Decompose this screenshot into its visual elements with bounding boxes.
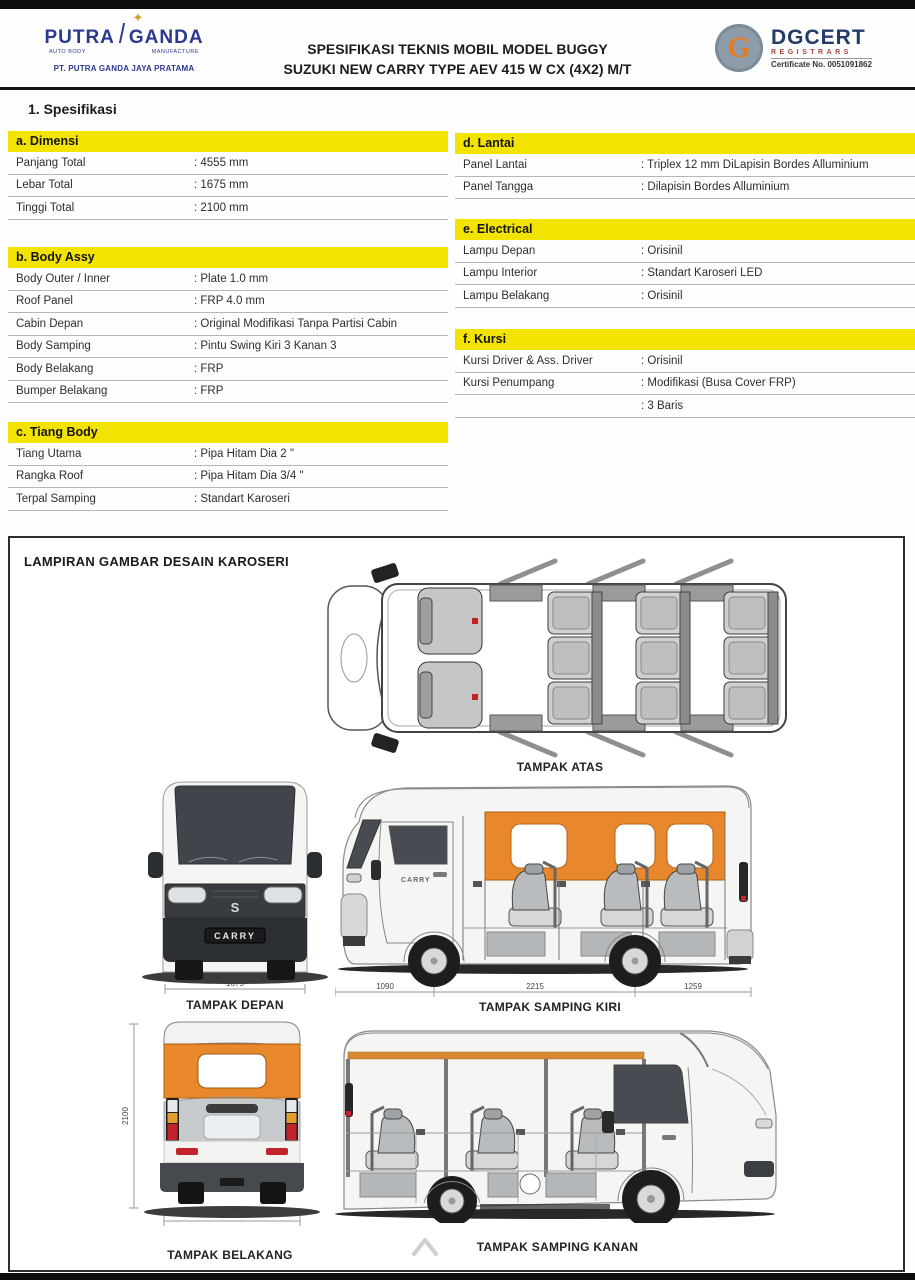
section-header: f. Kursi — [455, 329, 915, 350]
right-side-view-drawing — [330, 1023, 785, 1223]
top-view-drawing — [320, 558, 800, 758]
section-header: e. Electrical — [455, 219, 915, 240]
right-side-view-label: TAMPAK SAMPING KANAN — [476, 1240, 639, 1254]
table-row: Body Outer / Inner : Plate 1.0 mm — [8, 268, 448, 291]
top-view-label: TAMPAK ATAS — [516, 760, 604, 774]
dim-wheelbase: 2215 — [526, 982, 544, 991]
bottom-border-bar — [0, 1273, 915, 1280]
drawings-panel-title: LAMPIRAN GAMBAR DESAIN KAROSERI — [24, 554, 289, 569]
front-view-label: TAMPAK DEPAN — [186, 998, 284, 1012]
section-electrical — [455, 219, 915, 308]
company-name: PT. PUTRA GANDA JAYA PRATAMA — [53, 64, 195, 73]
table-row: Rangka Roof : Pipa Hitam Dia 3/4 " — [8, 466, 448, 489]
table-row: Tiang Utama : Pipa Hitam Dia 2 " — [8, 443, 448, 466]
dgcert-circle-icon: G — [715, 24, 763, 72]
dgcert-text: DGCERT REGISTRARS Certificate No. 0051091862 — [771, 26, 872, 69]
table-row: Lampu Depan : Orisinil — [455, 240, 915, 263]
table-row: Body Samping : Pintu Swing Kiri 3 Kanan 3 — [8, 336, 448, 359]
table-row: Tinggi Total : 2100 mm — [8, 197, 448, 220]
section-header: d. Lantai — [455, 133, 915, 154]
section-kursi — [455, 329, 915, 418]
table-row: Cabin Depan : Original Modifikasi Tanpa Partisi Cabin — [8, 313, 448, 336]
front-view-drawing — [135, 770, 335, 995]
table-row: Panjang Total : 4555 mm — [8, 152, 448, 175]
section-body-assy — [8, 247, 448, 403]
table-row: Lampu Belakang : Orisinil — [455, 285, 915, 308]
section-header: c. Tiang Body — [8, 422, 448, 443]
logo-name: PUTRA GANDA — [38, 23, 210, 48]
suzuki-logo: S — [230, 900, 240, 915]
section-dimensi — [8, 131, 448, 220]
table-row: Panel Tangga : Dilapisin Bordes Alluminium — [455, 177, 915, 200]
rear-width-dim: 1675 — [223, 1211, 241, 1220]
front-width-dim: 1675 — [226, 979, 244, 988]
table-row: Body Belakang : FRP — [8, 358, 448, 381]
drawings-panel — [8, 536, 905, 1272]
table-row: Lebar Total : 1675 mm — [8, 175, 448, 198]
table-row: Kursi Driver & Ass. Driver : Orisinil — [455, 350, 915, 373]
section-lantai — [455, 133, 915, 199]
top-border-bar — [0, 0, 915, 9]
table-row: Roof Panel : FRP 4.0 mm — [8, 291, 448, 314]
rear-view-label: TAMPAK BELAKANG — [167, 1248, 293, 1262]
left-side-view-label: TAMPAK SAMPING KIRI — [479, 1000, 621, 1014]
logo-subtitle: AUTO BODY MANUFACTURE — [49, 49, 199, 55]
rear-view-drawing — [120, 1016, 340, 1231]
section-header: a. Dimensi — [8, 131, 448, 152]
left-side-view-drawing — [335, 778, 765, 1006]
table-row: Lampu Interior : Standart Karoseri LED — [455, 263, 915, 286]
rear-height-dim: 2100 — [121, 1107, 130, 1125]
table-row: : 3 Baris — [455, 395, 915, 418]
dim-rear-overhang: 1259 — [684, 982, 702, 991]
chevron-up-icon[interactable] — [408, 1230, 442, 1264]
document-title: SPESIFIKASI TEKNIS MOBIL MODEL BUGGY SUZUKI NEW CARRY TYPE AEV 415 W CX (4X2) M/T — [283, 41, 632, 77]
dim-front-overhang: 1090 — [376, 982, 394, 991]
logo-divider — [119, 23, 125, 43]
section-tiang-body — [8, 422, 448, 511]
table-row: Kursi Penumpang : Modifikasi (Busa Cover FRP) — [455, 373, 915, 396]
dgcert-logo — [715, 24, 907, 72]
table-row: Terpal Samping : Standart Karoseri — [8, 488, 448, 511]
page-section-heading: 1. Spesifikasi — [28, 101, 117, 117]
certificate-number: Certificate No. 0051091862 — [771, 60, 872, 69]
header-rule — [0, 87, 915, 90]
table-row: Bumper Belakang : FRP — [8, 381, 448, 404]
star-icon: ✦ — [132, 10, 144, 25]
section-header: b. Body Assy — [8, 247, 448, 268]
carry-badge: CARRY — [214, 931, 256, 941]
side-door-badge: CARRY — [401, 877, 431, 884]
table-row: Panel Lantai : Triplex 12 mm DiLapisin Bordes Alluminium — [455, 154, 915, 177]
putra-ganda-logo — [38, 10, 210, 73]
